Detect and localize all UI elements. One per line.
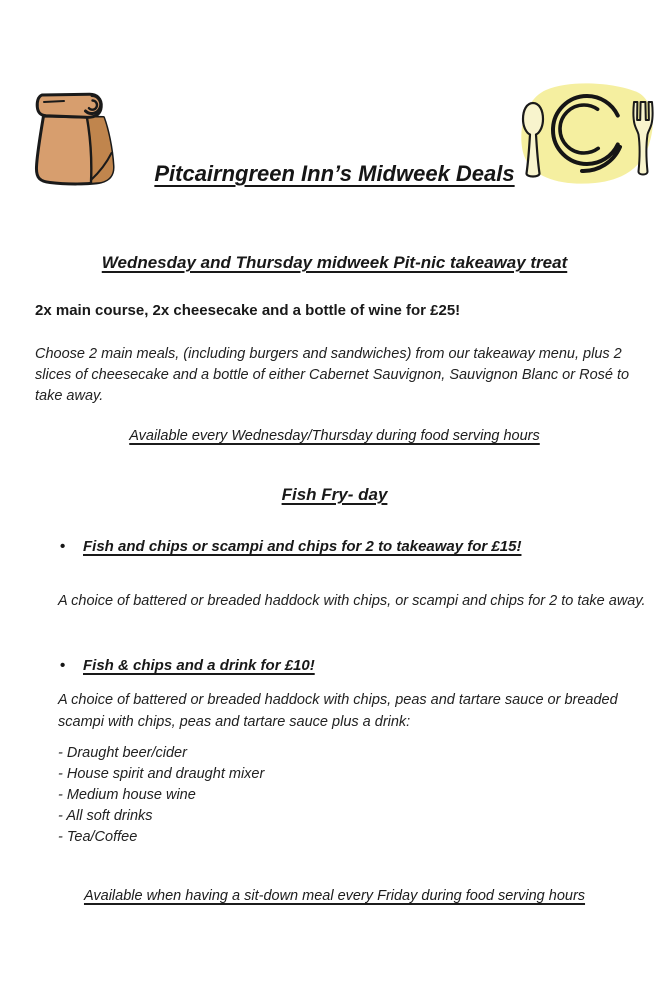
- fishfry-deal-2-description: A choice of battered or breaded haddock with chips, peas and tartare sauce or breaded scampi with chips, peas and tartare sauce plus a drink:: [58, 692, 618, 730]
- fishfry-deal-2-title: Fish & chips and a drink for £10!: [83, 657, 315, 674]
- fishfry-availability: Available when having a sit-down meal every Friday during food serving hours: [83, 888, 586, 904]
- drink-option: - Tea/Coffee: [58, 829, 138, 845]
- fishfry-deal-1: [60, 538, 521, 555]
- bullet-icon: •: [60, 657, 66, 674]
- fishfry-deal-1-title: Fish and chips or scampi and chips for 2 to takeaway for £15!: [83, 538, 522, 555]
- fishfry-section-heading: Fish Fry- day: [281, 485, 388, 504]
- pitnic-section-heading: Wednesday and Thursday midweek Pit-nic takeaway treat: [101, 253, 568, 272]
- drink-option: - All soft drinks: [58, 808, 153, 824]
- pitnic-description: Choose 2 main meals, (including burgers and sandwiches) from our takeaway menu, plus 2 slices of cheesecake and a bottle of either Cabernet Sauvignon, Sauvignon Blanc or Rosé to take away.: [35, 346, 630, 404]
- pitnic-offer-line: 2x main course, 2x cheesecake and a bottle of wine for £25!: [35, 302, 461, 319]
- drink-option: - Draught beer/cider: [58, 745, 187, 761]
- drink-option: - House spirit and draught mixer: [58, 766, 265, 782]
- drink-options-list: [58, 743, 264, 848]
- drink-option: - Medium house wine: [58, 787, 196, 803]
- fishfry-deal-2: [60, 657, 315, 674]
- bullet-icon: •: [60, 538, 66, 555]
- pitnic-availability: Available every Wednesday/Thursday during food serving hours: [129, 428, 540, 444]
- page-title: Pitcairngreen Inn’s Midweek Deals: [154, 161, 515, 186]
- fishfry-deal-1-description: A choice of battered or breaded haddock with chips, or scampi and chips for 2 to take away.: [58, 593, 646, 609]
